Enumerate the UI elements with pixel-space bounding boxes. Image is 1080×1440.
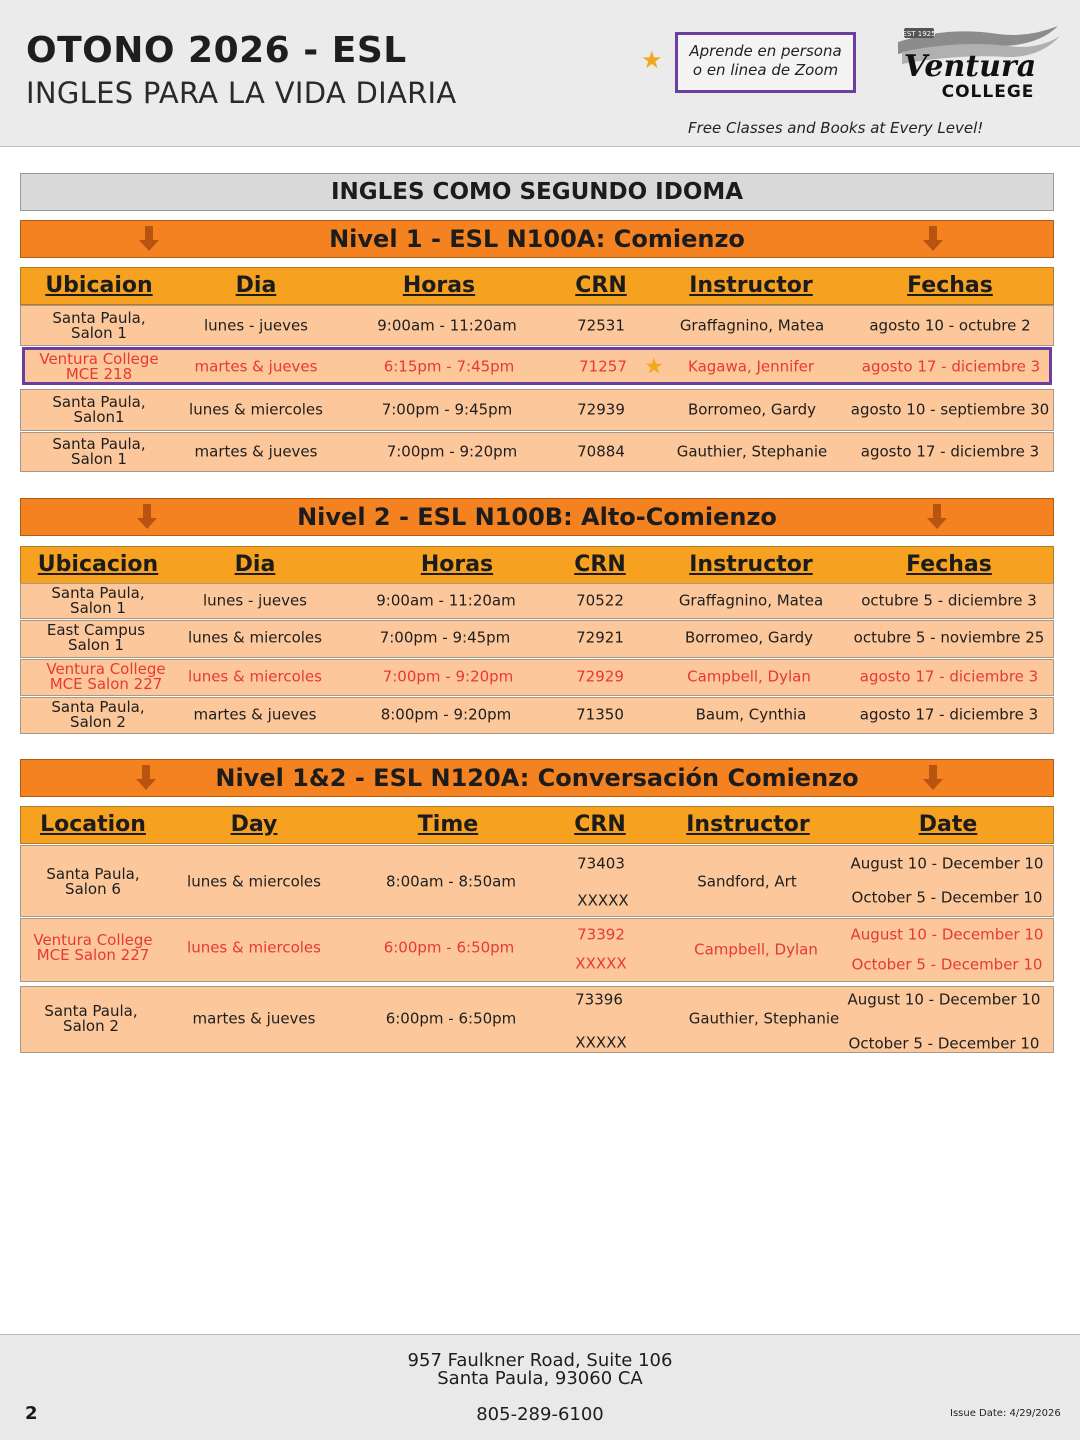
- modality-line-1: Aprende en persona: [689, 42, 842, 60]
- col-header-location: Location: [40, 812, 146, 837]
- page-footer: [0, 1334, 1080, 1440]
- time-cell: 8:00pm - 9:20pm: [380, 705, 512, 724]
- down-arrow-icon: [922, 226, 944, 252]
- instructor-cell: Graffagnino, Matea: [678, 591, 824, 610]
- day-cell: martes & jueves: [192, 1009, 316, 1028]
- address-line-2: Santa Paula, 93060 CA: [437, 1368, 643, 1389]
- down-arrow-icon: [135, 765, 157, 791]
- star-icon: ★: [644, 354, 664, 380]
- col-header-day: Day: [230, 812, 278, 837]
- day-cell: martes & jueves: [193, 705, 317, 724]
- instructor-cell: Sandford, Art: [697, 872, 797, 891]
- col-header-location: Ubicaion: [45, 273, 153, 298]
- crn-cell: 73403: [577, 854, 625, 873]
- instructor-cell: Borromeo, Gardy: [684, 628, 814, 647]
- ventura-college-logo: [888, 24, 1064, 104]
- time-cell: 9:00am - 11:20am: [377, 316, 517, 335]
- col-header-day: Dia: [234, 552, 276, 577]
- issue-date: Issue Date: 4/29/2026: [950, 1408, 1061, 1419]
- dates-cell: agosto 10 - septiembre 30: [850, 400, 1050, 419]
- time-cell: 6:00pm - 6:50pm: [385, 1009, 517, 1028]
- day-cell: martes & jueves: [194, 442, 318, 461]
- crn-cell: 72531: [577, 316, 625, 335]
- table-row-highlighted: [20, 659, 1054, 696]
- time-cell: 9:00am - 11:20am: [376, 591, 516, 610]
- crn-cell-alt: XXXXX: [575, 1033, 627, 1052]
- instructor-cell: Baum, Cynthia: [695, 705, 807, 724]
- crn-cell: 72929: [576, 667, 624, 686]
- tagline: Free Classes and Books at Every Level!: [688, 119, 984, 137]
- location-cell: Ventura College MCE Salon 227: [46, 660, 166, 693]
- table-row: [20, 697, 1054, 734]
- date-cell: August 10 - December 10: [847, 990, 1041, 1009]
- col-header-crn: CRN: [574, 812, 626, 837]
- table-row: [20, 389, 1054, 431]
- dates-cell: octubre 5 - noviembre 25: [853, 628, 1045, 647]
- instructor-cell: Gauthier, Stephanie: [676, 442, 828, 461]
- location-cell: Ventura College MCE 218: [39, 350, 159, 383]
- location-cell: Santa Paula, Salon 6: [46, 865, 140, 898]
- level-1-2-title: Nivel 1&2 - ESL N120A: Conversación Comienzo: [215, 764, 859, 792]
- table-row-highlighted: [22, 347, 1052, 385]
- table-row: [20, 432, 1054, 472]
- crn-cell: 73392: [577, 925, 625, 944]
- crn-cell: 71350: [576, 705, 624, 724]
- date-cell-alt: October 5 - December 10: [848, 1034, 1040, 1053]
- crn-cell: 72939: [577, 400, 625, 419]
- section-title: INGLES COMO SEGUNDO IDOMA: [20, 173, 1054, 211]
- dates-cell: octubre 5 - diciembre 3: [861, 591, 1037, 610]
- crn-cell: 73396: [575, 990, 623, 1009]
- day-cell: lunes & miercoles: [187, 938, 321, 957]
- date-cell: August 10 - December 10: [850, 925, 1044, 944]
- dates-cell: agosto 17 - diciembre 3: [860, 442, 1040, 461]
- page-number: 2: [25, 1403, 38, 1424]
- col-header-dates: Fechas: [906, 552, 992, 577]
- level-1-bar: [20, 220, 1054, 258]
- down-arrow-icon: [136, 504, 158, 530]
- day-cell: lunes - jueves: [203, 591, 307, 610]
- table-row: [20, 305, 1054, 346]
- time-cell: 6:00pm - 6:50pm: [383, 938, 515, 957]
- table-row: [20, 583, 1054, 619]
- location-cell: Santa Paula, Salon 1: [52, 309, 146, 342]
- time-cell: 8:00am - 8:50am: [386, 872, 516, 891]
- page-subtitle: INGLES PARA LA VIDA DIARIA: [26, 76, 457, 110]
- day-cell: lunes & miercoles: [188, 667, 322, 686]
- crn-cell: 70884: [577, 442, 625, 461]
- instructor-cell: Borromeo, Gardy: [687, 400, 817, 419]
- col-header-crn: CRN: [574, 552, 626, 577]
- dates-cell: agosto 17 - diciembre 3: [859, 705, 1039, 724]
- date-cell-alt: October 5 - December 10: [851, 888, 1043, 907]
- time-cell: 6:15pm - 7:45pm: [383, 357, 515, 376]
- time-cell: 7:00pm - 9:45pm: [381, 400, 513, 419]
- location-cell: Santa Paula, Salon 1: [52, 435, 146, 468]
- crn-cell: 70522: [576, 591, 624, 610]
- level-2-title: Nivel 2 - ESL N100B: Alto-Comienzo: [297, 503, 777, 531]
- level-2-bar: [20, 498, 1054, 536]
- dates-cell: agosto 17 - diciembre 3: [861, 357, 1041, 376]
- level-1-2-bar: [20, 759, 1054, 797]
- location-cell: Santa Paula, Salon 1: [51, 584, 145, 617]
- modality-line-2: o en linea de Zoom: [692, 61, 839, 79]
- level-1-header-row: [20, 267, 1054, 305]
- crn-cell-alt: XXXXX: [577, 891, 629, 910]
- page-header: [0, 0, 1080, 147]
- day-cell: lunes & miercoles: [189, 400, 323, 419]
- instructor-cell: Graffagnino, Matea: [679, 316, 825, 335]
- crn-cell: 72921: [576, 628, 624, 647]
- col-header-crn: CRN: [575, 273, 627, 298]
- level-1-title: Nivel 1 - ESL N100A: Comienzo: [329, 225, 745, 253]
- dates-cell: agosto 17 - diciembre 3: [859, 667, 1039, 686]
- location-cell: Santa Paula, Salon 2: [44, 1002, 138, 1035]
- instructor-cell: Campbell, Dylan: [694, 940, 818, 959]
- col-header-date: Date: [918, 812, 978, 837]
- col-header-time: Horas: [420, 552, 494, 577]
- table-row-highlighted: [20, 918, 1054, 982]
- address-line-1: 957 Faulkner Road, Suite 106: [407, 1350, 673, 1371]
- page-title: OTONO 2026 - ESL: [26, 30, 407, 71]
- day-cell: martes & jueves: [194, 357, 318, 376]
- crn-cell-alt: XXXXX: [575, 954, 627, 973]
- day-cell: lunes - jueves: [204, 316, 308, 335]
- down-arrow-icon: [926, 504, 948, 530]
- dates-cell: agosto 10 - octubre 2: [869, 316, 1031, 335]
- time-cell: 7:00pm - 9:20pm: [386, 442, 518, 461]
- location-cell: Ventura College MCE Salon 227: [33, 931, 153, 964]
- down-arrow-icon: [922, 765, 944, 791]
- day-cell: lunes & miercoles: [188, 628, 322, 647]
- location-cell: Santa Paula, Salon1: [52, 393, 146, 426]
- logo-college: COLLEGE: [941, 82, 1035, 102]
- table-row: [20, 986, 1054, 1053]
- day-cell: lunes & miercoles: [187, 872, 321, 891]
- crn-cell: 71257: [579, 357, 627, 376]
- date-cell-alt: October 5 - December 10: [851, 955, 1043, 974]
- table-row: [20, 620, 1054, 658]
- instructor-cell: Kagawa, Jennifer: [688, 357, 814, 376]
- location-cell: East Campus Salon 1: [46, 621, 146, 654]
- col-header-location: Ubicacion: [37, 552, 159, 577]
- col-header-instructor: Instructor: [686, 812, 810, 837]
- col-header-dates: Fechas: [907, 273, 993, 298]
- time-cell: 7:00pm - 9:20pm: [382, 667, 514, 686]
- down-arrow-icon: [138, 226, 160, 252]
- level-2-header-row: [20, 546, 1054, 584]
- phone-number: 805-289-6100: [476, 1404, 604, 1425]
- instructor-cell: Gauthier, Stephanie: [688, 1009, 840, 1028]
- instructor-cell: Campbell, Dylan: [687, 667, 811, 686]
- col-header-instructor: Instructor: [689, 552, 813, 577]
- col-header-time: Time: [417, 812, 479, 837]
- table-row: [20, 845, 1054, 917]
- date-cell: August 10 - December 10: [850, 854, 1044, 873]
- modality-note: [675, 32, 856, 93]
- col-header-instructor: Instructor: [689, 273, 813, 298]
- location-cell: Santa Paula, Salon 2: [51, 698, 145, 731]
- col-header-time: Horas: [402, 273, 476, 298]
- logo-est: EST 1925: [902, 30, 936, 38]
- level-1-2-header-row: [20, 806, 1054, 844]
- col-header-day: Dia: [235, 273, 277, 298]
- star-icon: ★: [641, 46, 663, 74]
- logo-name: Ventura: [903, 49, 1037, 84]
- time-cell: 7:00pm - 9:45pm: [379, 628, 511, 647]
